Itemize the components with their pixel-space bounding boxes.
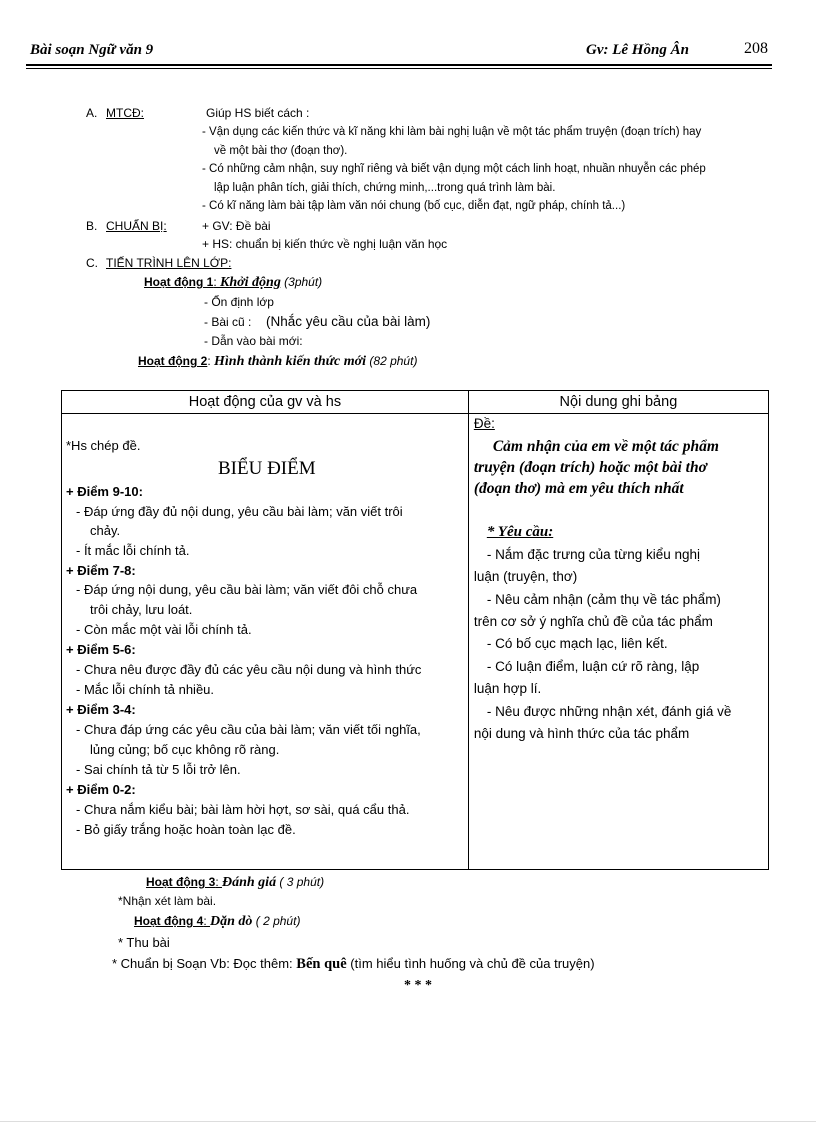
grade-line: - Còn mắc một vài lỗi chính tả. [76,622,252,637]
col-header-right: Nội dung ghi bảng [468,391,768,414]
requirement-line: luận (truyện, thơ) [473,569,578,584]
lesson-table [61,390,769,870]
left-intro: *Hs chép đề. [66,438,141,453]
exam-prompt: Cảm nhận của em về một tác phẩm [492,438,719,455]
requirements-heading: * Yêu cầu: [486,524,554,540]
hd2-label: Hoạt động 2 [138,354,208,368]
requirement-line: - Nêu được những nhận xét, đánh giá về [486,704,732,719]
requirement-line: - Nêu cảm nhận (cảm thụ về tác phẩm) [486,592,721,607]
hd2-time: (82 phút) [369,354,418,368]
grade-heading: + Điểm 3-4: [66,702,136,717]
exam-label: Đề: [473,416,495,431]
grade-line: chảy. [90,523,121,538]
hd4-item2-post: (tìm hiểu tình huống và chủ đề của truyện) [350,956,595,971]
grade-line: lủng củng; bố cục không rõ ràng. [90,742,280,757]
hd3-label: Hoạt động 3 [146,875,216,889]
hd1-item: - Bài cũ : [204,315,252,329]
end-stars: * * * [404,978,432,993]
grade-line: - Bỏ giấy trắng hoặc hoàn toàn lạc đề. [76,822,296,837]
grade-line: trôi chảy, lưu loát. [90,602,193,617]
requirement-line: - Nắm đặc trưng của từng kiểu nghị [486,547,701,562]
section-a-item: về một bài thơ (đoạn thơ). [214,145,348,157]
hd1-title: Khởi động [220,275,281,290]
grade-line: - Sai chính tả từ 5 lỗi trở lên. [76,762,241,777]
hd4-item: * Thu bài [118,935,170,950]
grade-heading: + Điểm 5-6: [66,642,136,657]
hd4-item2-title: Bến quê [296,956,347,972]
section-a-label: A. [86,106,98,120]
requirement-line: nội dung và hình thức của tác phẩm [473,726,690,741]
section-b-label: B. [86,219,98,233]
hd4-item2-pre: * Chuẩn bị Soạn Vb: Đọc thêm: [112,956,293,971]
hd4-item [112,956,595,973]
hd2-title: Hình thành kiến thức mới [214,354,367,369]
grade-line: - Đáp ứng nội dung, yêu cầu bài làm; văn viết đôi chỗ chưa [76,582,418,597]
section-c-label: C. [86,256,98,270]
grade-line: - Chưa nêu được đầy đủ các yêu cầu nội dung và hình thức [76,662,422,677]
left-cell [62,414,469,870]
grade-line: - Ít mắc lỗi chính tả. [76,543,190,558]
hd1-item: - Ổn định lớp [204,295,274,309]
hd1-time: (3phút) [284,275,323,289]
section-b-hs: + HS: chuẩn bị kiến thức về nghị luận văn học [202,237,448,251]
hd1-heading: Hoạt động 1: Khởi động (3phút) [144,275,323,290]
right-cell [468,414,768,870]
grade-line: - Chưa nắm kiểu bài; bài làm hời hợt, sơ sài, quá cẩu thả. [76,802,410,817]
grade-heading: + Điểm 7-8: [66,563,136,578]
exam-prompt: (đoạn thơ) mà em yêu thích nhất [473,480,684,497]
grade-line: - Mắc lỗi chính tả nhiều. [76,682,215,697]
section-b-title: CHUẨN BỊ: [106,219,167,233]
header-teacher: Gv: Lê Hồng Ân [586,42,689,58]
header-left-title: Bài soạn Ngữ văn 9 [30,42,154,58]
grade-line: - Đáp ứng đầy đủ nội dung, yêu cầu bài làm; văn viết trôi [76,504,403,519]
hd3-title: Đánh giá [222,875,277,890]
section-a-item: - Có kĩ năng làm bài tập làm văn nói chung (bố cục, diễn đạt, ngữ pháp, chính tả...) [202,200,626,212]
hd1-item: - Dẫn vào bài mới: [204,334,303,348]
hd2-heading: Hoạt động 2: Hình thành kiến thức mới (82 phút) [138,354,418,369]
section-c-title: TIẾN TRÌNH LÊN LỚP: [106,256,232,270]
section-a-intro: Giúp HS biết cách : [206,106,310,120]
section-a-title: MTCĐ: [106,106,144,120]
hd4-time: ( 2 phút) [255,914,301,928]
hd1-label: Hoạt động 1 [144,275,214,289]
left-heading: BIỂU ĐIỂM [218,458,316,479]
grade-line: - Chưa đáp ứng các yêu cầu của bài làm; văn viết tối nghĩa, [76,722,421,737]
hd3-time: ( 3 phút) [279,875,325,889]
hd4-label: Hoạt động 4 [134,914,204,928]
section-b-gv: + GV: Đề bài [202,219,271,233]
exam-prompt: truyện (đoạn trích) hoặc một bài thơ [473,459,707,476]
hd3-heading: Hoạt động 3: Đánh giá ( 3 phút) [146,875,325,890]
section-a-item: lập luận phân tích, giải thích, chứng minh,...trong quá trình làm bài. [214,182,556,194]
page-bottom-edge [0,1121,816,1122]
grade-heading: + Điểm 0-2: [66,782,136,797]
section-a-item: - Có những cảm nhận, suy nghĩ riêng và biết vận dụng một cách linh hoạt, nhuần nhuyễn các phép [202,163,706,175]
hd1-item-note: (Nhắc yêu cầu của bài làm) [266,314,431,329]
header-divider [26,64,772,69]
hd4-heading: Hoạt động 4: Dặn dò ( 2 phút) [134,914,301,929]
requirement-line: luận hợp lí. [473,681,542,696]
col-header-left: Hoạt động của gv và hs [62,391,469,414]
requirement-line: - Có bố cục mạch lạc, liên kết. [486,636,668,651]
requirement-line: trên cơ sở ý nghĩa chủ đề của tác phẩm [473,614,713,629]
requirement-line: - Có luận điểm, luận cứ rõ ràng, lập [486,659,700,674]
section-a-item: - Vận dụng các kiến thức và kĩ năng khi làm bài nghị luận về một tác phẩm truyện (đoạn trích) hay [202,126,702,138]
grade-heading: + Điểm 9-10: [66,484,143,499]
hd3-item: *Nhận xét làm bài. [118,894,217,908]
hd4-title: Dặn dò [210,914,253,929]
page-number: 208 [744,40,768,57]
